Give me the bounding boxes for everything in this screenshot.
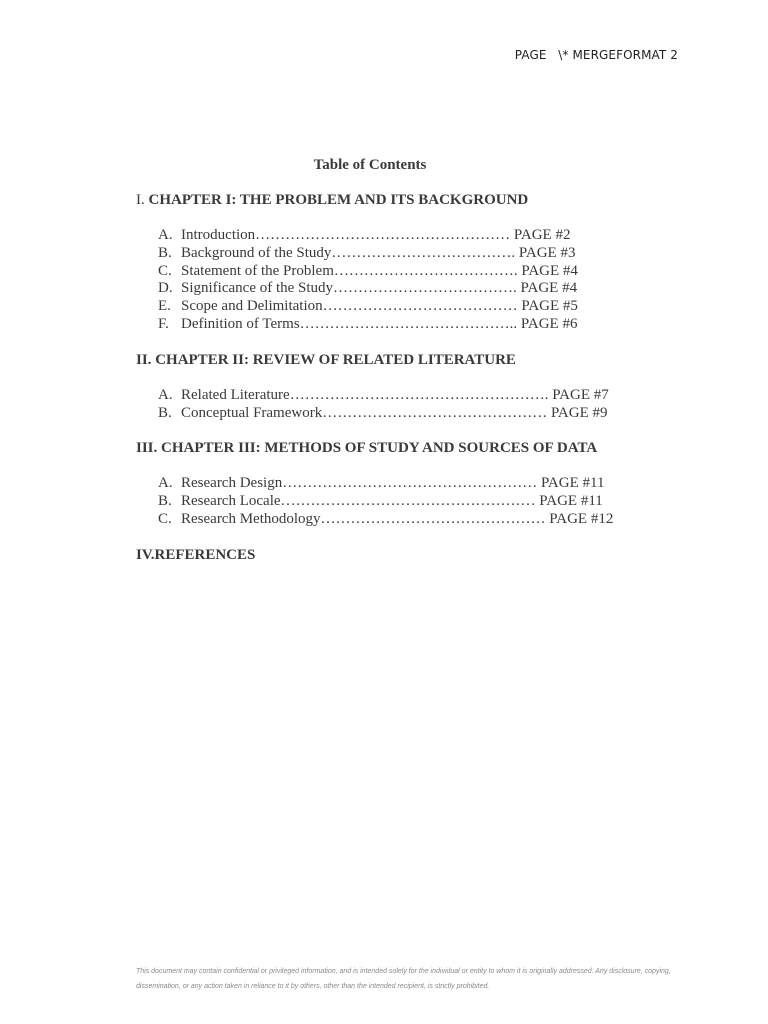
- chapter-heading: [136, 352, 656, 369]
- chapter-heading: [136, 192, 656, 209]
- entry-text: Related Literature……………………………………………. PAGE #7: [181, 386, 609, 403]
- entry-letter: E.: [158, 298, 171, 315]
- page-number-field: PAGE \* MERGEFORMAT 2: [514, 48, 678, 62]
- entry-text: Research Design…………………………………………… PAGE #11: [181, 475, 605, 492]
- entry-text: Research Locale…………………………………………… PAGE #11: [181, 493, 603, 510]
- entry-text: Definition of Terms…………………………………….. PAGE #6: [181, 315, 578, 332]
- entry-letter: B.: [158, 404, 172, 421]
- entry-text: Statement of the Problem………………………………. PAGE #4: [181, 262, 578, 279]
- toc-entry: [136, 493, 656, 511]
- toc-entry: [136, 511, 656, 529]
- toc-entry: [136, 405, 656, 423]
- table-of-contents: [136, 157, 656, 582]
- entry-text: Background of the Study………………………………. PAGE #3: [181, 244, 576, 261]
- toc-entry: [136, 263, 656, 281]
- toc-entry: [136, 387, 656, 405]
- chapter-title: CHAPTER I: THE PROBLEM AND ITS BACKGROUND: [144, 192, 529, 208]
- chapter-4: [136, 547, 656, 564]
- chapter-number: IV.: [136, 546, 155, 563]
- chapter-heading: [136, 547, 656, 564]
- chapter-entries: [136, 387, 656, 423]
- chapter-3: [136, 440, 656, 528]
- toc-entry: [136, 280, 656, 298]
- entry-letter: D.: [158, 280, 173, 297]
- entry-letter: A.: [158, 386, 173, 403]
- chapter-number: I.: [136, 192, 145, 208]
- chapter-title: CHAPTER III: METHODS OF STUDY AND SOURCES OF DATA: [157, 440, 598, 457]
- toc-entry: [136, 475, 656, 493]
- entry-text: Scope and Delimitation………………………………… PAGE #5: [181, 298, 578, 315]
- entry-text: Significance of the Study………………………………. PAGE #4: [181, 280, 578, 297]
- entry-letter: C.: [158, 262, 172, 279]
- confidentiality-disclaimer: This document may contain confidential or privileged information, and is intended solely for the individual or entity to whom it is originally addressed. Any disclosure, copying, dissemination, or any action taken in reliance to it by others, other than the intended recipient, is strictly prohibited.: [136, 968, 671, 990]
- chapter-number: II.: [136, 351, 152, 368]
- toc-entry: [136, 227, 656, 245]
- entry-letter: F.: [158, 315, 169, 332]
- entry-letter: B.: [158, 244, 172, 261]
- entry-text: Research Methodology……………………………………… PAGE #12: [181, 510, 614, 527]
- toc-entry: [136, 316, 656, 334]
- entry-letter: A.: [158, 475, 173, 492]
- chapter-heading: [136, 440, 656, 457]
- toc-title: Table of Contents: [313, 157, 427, 173]
- chapter-entries: [136, 227, 656, 334]
- chapter-1: [136, 192, 656, 334]
- entry-text: Conceptual Framework……………………………………… PAGE #9: [181, 404, 608, 421]
- toc-entry: [136, 298, 656, 316]
- toc-entry: [136, 245, 656, 263]
- chapter-2: [136, 352, 656, 423]
- chapter-title: REFERENCES: [154, 546, 256, 563]
- entry-letter: C.: [158, 510, 172, 527]
- entry-letter: A.: [158, 227, 173, 243]
- chapter-entries: [136, 475, 656, 528]
- entry-text: Introduction…………………………………………… PAGE #2: [181, 227, 571, 243]
- entry-letter: B.: [158, 493, 172, 510]
- chapter-number: III.: [136, 440, 158, 457]
- chapter-title: CHAPTER II: REVIEW OF RELATED LITERATURE: [151, 351, 516, 368]
